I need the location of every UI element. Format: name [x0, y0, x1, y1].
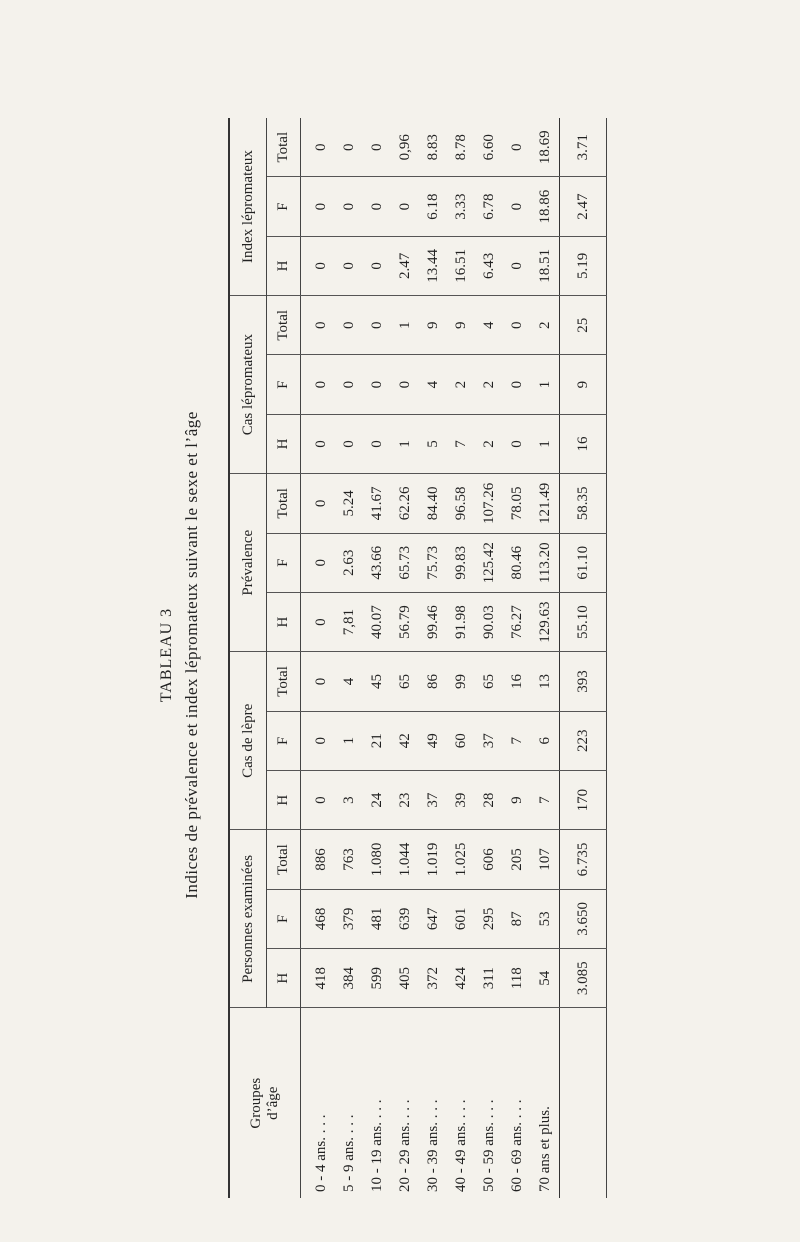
value-cell: 9	[419, 296, 447, 355]
value-cell: 4	[335, 652, 363, 711]
value-cell: 0	[335, 236, 363, 295]
value-cell: 65	[475, 652, 503, 711]
value-cell: 125.42	[475, 533, 503, 592]
value-cell: 1.080	[363, 830, 391, 889]
total-cell: 170	[560, 770, 607, 829]
value-cell: 18.86	[531, 177, 560, 236]
table-row	[301, 118, 336, 1198]
group-header-cas-lepromateux: Cas lépromateux	[229, 296, 267, 474]
value-cell: 0	[391, 355, 419, 414]
value-cell: 5	[419, 414, 447, 473]
value-cell: 24	[363, 770, 391, 829]
sub-header-total: Total	[267, 296, 301, 355]
value-cell: 1	[335, 711, 363, 770]
value-cell: 0	[363, 296, 391, 355]
value-cell: 0	[363, 236, 391, 295]
table-row	[363, 118, 391, 1198]
value-cell: 418	[301, 949, 336, 1008]
total-cell: 61.10	[560, 533, 607, 592]
table-subtitle: Indices de prévalence et index lépromateux suivant le sexe et l’âge	[182, 411, 201, 899]
sub-header-h: H	[267, 949, 301, 1008]
data-table	[228, 118, 607, 1198]
value-cell: 6.78	[475, 177, 503, 236]
value-cell: 40.07	[363, 592, 391, 651]
table-body	[301, 118, 607, 1198]
value-cell: 0	[301, 474, 336, 533]
sub-header-f: F	[267, 533, 301, 592]
value-cell: 424	[447, 949, 475, 1008]
value-cell: 1	[391, 414, 419, 473]
age-group-cell: 10 - 19 ans. . . .	[368, 1099, 385, 1192]
totals-row	[560, 118, 607, 1198]
value-cell: 65.73	[391, 533, 419, 592]
value-cell: 2	[531, 296, 560, 355]
value-cell: 18.51	[531, 236, 560, 295]
value-cell: 54	[531, 949, 560, 1008]
value-cell: 1	[391, 296, 419, 355]
value-cell: 379	[335, 889, 363, 948]
value-cell: 49	[419, 711, 447, 770]
table-row	[419, 118, 447, 1198]
value-cell: 23	[391, 770, 419, 829]
value-cell: 0	[301, 533, 336, 592]
value-cell: 7	[447, 414, 475, 473]
value-cell: 121.49	[531, 474, 560, 533]
total-cell: 58.35	[560, 474, 607, 533]
value-cell: 295	[475, 889, 503, 948]
table-row	[475, 118, 503, 1198]
value-cell: 6.43	[475, 236, 503, 295]
value-cell: 0	[503, 296, 531, 355]
age-group-cell: 40 - 49 ans. . . .	[452, 1099, 469, 1192]
age-group-cell: 70 ans et plus.	[536, 1106, 553, 1192]
totals-label-cell	[560, 1008, 607, 1198]
sub-header-f: F	[267, 889, 301, 948]
sub-header-f: F	[267, 711, 301, 770]
value-cell: 87	[503, 889, 531, 948]
value-cell: 481	[363, 889, 391, 948]
sub-header-h: H	[267, 592, 301, 651]
value-cell: 0	[301, 355, 336, 414]
sub-header-h: H	[267, 414, 301, 473]
value-cell: 53	[531, 889, 560, 948]
total-cell: 2.47	[560, 177, 607, 236]
value-cell: 4	[419, 355, 447, 414]
value-cell: 99.46	[419, 592, 447, 651]
value-cell: 0	[301, 592, 336, 651]
value-cell: 84.40	[419, 474, 447, 533]
table-row	[447, 118, 475, 1198]
value-cell: 21	[363, 711, 391, 770]
value-cell: 13.44	[419, 236, 447, 295]
value-cell: 0	[335, 296, 363, 355]
value-cell: 639	[391, 889, 419, 948]
value-cell: 76.27	[503, 592, 531, 651]
value-cell: 0,96	[391, 118, 419, 177]
value-cell: 0	[301, 118, 336, 177]
value-cell: 42	[391, 711, 419, 770]
value-cell: 2.63	[335, 533, 363, 592]
age-group-cell: 60 - 69 ans. . . .	[508, 1099, 525, 1192]
value-cell: 1.019	[419, 830, 447, 889]
value-cell: 65	[391, 652, 419, 711]
sub-header-total: Total	[267, 474, 301, 533]
value-cell: 9	[503, 770, 531, 829]
value-cell: 0	[503, 177, 531, 236]
value-cell: 99.83	[447, 533, 475, 592]
value-cell: 37	[475, 711, 503, 770]
value-cell: 1	[531, 355, 560, 414]
value-cell: 91.98	[447, 592, 475, 651]
value-cell: 8.83	[419, 118, 447, 177]
total-cell: 5.19	[560, 236, 607, 295]
value-cell: 107.26	[475, 474, 503, 533]
age-group-header-line1: Groupes	[248, 1077, 264, 1129]
value-cell: 118	[503, 949, 531, 1008]
table-row	[335, 118, 363, 1198]
value-cell: 2	[475, 414, 503, 473]
value-cell: 4	[475, 296, 503, 355]
value-cell: 6.18	[419, 177, 447, 236]
value-cell: 205	[503, 830, 531, 889]
value-cell: 0	[301, 652, 336, 711]
value-cell: 0	[503, 236, 531, 295]
total-cell: 6.735	[560, 830, 607, 889]
value-cell: 86	[419, 652, 447, 711]
value-cell: 75.73	[419, 533, 447, 592]
value-cell: 2.47	[391, 236, 419, 295]
value-cell: 0	[301, 177, 336, 236]
table-row	[503, 118, 531, 1198]
value-cell: 0	[391, 177, 419, 236]
value-cell: 16	[503, 652, 531, 711]
value-cell: 99	[447, 652, 475, 711]
value-cell: 0	[363, 177, 391, 236]
value-cell: 372	[419, 949, 447, 1008]
age-group-cell: 5 - 9 ans. . . .	[340, 1114, 357, 1192]
value-cell: 0	[335, 355, 363, 414]
value-cell: 1.044	[391, 830, 419, 889]
value-cell: 0	[363, 414, 391, 473]
age-group-cell: 30 - 39 ans. . . .	[424, 1099, 441, 1192]
value-cell: 9	[447, 296, 475, 355]
value-cell: 0	[503, 355, 531, 414]
sub-header-h: H	[267, 236, 301, 295]
value-cell: 7,81	[335, 592, 363, 651]
value-cell: 41.67	[363, 474, 391, 533]
value-cell: 45	[363, 652, 391, 711]
value-cell: 13	[531, 652, 560, 711]
value-cell: 6	[531, 711, 560, 770]
value-cell: 28	[475, 770, 503, 829]
value-cell: 0	[335, 414, 363, 473]
value-cell: 16.51	[447, 236, 475, 295]
total-cell: 3.085	[560, 949, 607, 1008]
total-cell: 25	[560, 296, 607, 355]
total-cell: 3.71	[560, 118, 607, 177]
sub-header-f: F	[267, 177, 301, 236]
value-cell: 468	[301, 889, 336, 948]
value-cell: 886	[301, 830, 336, 889]
value-cell: 0	[301, 236, 336, 295]
value-cell: 78.05	[503, 474, 531, 533]
value-cell: 39	[447, 770, 475, 829]
value-cell: 0	[503, 414, 531, 473]
total-cell: 9	[560, 355, 607, 414]
value-cell: 6.60	[475, 118, 503, 177]
total-cell: 3.650	[560, 889, 607, 948]
value-cell: 62.26	[391, 474, 419, 533]
value-cell: 129.63	[531, 592, 560, 651]
value-cell: 599	[363, 949, 391, 1008]
total-cell: 55.10	[560, 592, 607, 651]
value-cell: 60	[447, 711, 475, 770]
table-title: TABLEAU 3	[158, 607, 175, 703]
total-cell: 16	[560, 414, 607, 473]
value-cell: 0	[301, 711, 336, 770]
value-cell: 0	[363, 118, 391, 177]
value-cell: 7	[531, 770, 560, 829]
value-cell: 3.33	[447, 177, 475, 236]
value-cell: 0	[301, 296, 336, 355]
value-cell: 1	[531, 414, 560, 473]
value-cell: 2	[447, 355, 475, 414]
value-cell: 384	[335, 949, 363, 1008]
value-cell: 0	[301, 414, 336, 473]
group-header-cas-lepre: Cas de lèpre	[229, 652, 267, 830]
total-cell: 223	[560, 711, 607, 770]
value-cell: 107	[531, 830, 560, 889]
value-cell: 3	[335, 770, 363, 829]
value-cell: 601	[447, 889, 475, 948]
value-cell: 43.66	[363, 533, 391, 592]
table-row	[531, 118, 560, 1198]
value-cell: 18.69	[531, 118, 560, 177]
sub-header-total: Total	[267, 652, 301, 711]
group-header-personnes: Personnes examinées	[229, 830, 267, 1008]
value-cell: 7	[503, 711, 531, 770]
value-cell: 606	[475, 830, 503, 889]
age-group-header-line2: d’âge	[265, 1086, 281, 1120]
value-cell: 1.025	[447, 830, 475, 889]
value-cell: 0	[301, 770, 336, 829]
value-cell: 763	[335, 830, 363, 889]
value-cell: 56.79	[391, 592, 419, 651]
age-group-cell: 0 - 4 ans. . . .	[312, 1114, 329, 1192]
table-row	[391, 118, 419, 1198]
value-cell: 5.24	[335, 474, 363, 533]
sub-header-total: Total	[267, 118, 301, 177]
sub-header-f: F	[267, 355, 301, 414]
sub-header-h: H	[267, 770, 301, 829]
value-cell: 647	[419, 889, 447, 948]
sub-header-total: Total	[267, 830, 301, 889]
value-cell: 90.03	[475, 592, 503, 651]
value-cell: 0	[335, 118, 363, 177]
value-cell: 0	[335, 177, 363, 236]
value-cell: 80.46	[503, 533, 531, 592]
value-cell: 113.20	[531, 533, 560, 592]
value-cell: 311	[475, 949, 503, 1008]
total-cell: 393	[560, 652, 607, 711]
value-cell: 405	[391, 949, 419, 1008]
value-cell: 8.78	[447, 118, 475, 177]
group-header-index-lepromateux: Index lépromateux	[229, 118, 267, 296]
group-header-prevalence: Prévalence	[229, 474, 267, 652]
value-cell: 0	[503, 118, 531, 177]
value-cell: 96.58	[447, 474, 475, 533]
rotated-table-region	[140, 100, 660, 1210]
age-group-cell: 50 - 59 ans. . . .	[480, 1099, 497, 1192]
age-group-header	[229, 1008, 301, 1198]
value-cell: 2	[475, 355, 503, 414]
age-group-cell: 20 - 29 ans. . . .	[396, 1099, 413, 1192]
value-cell: 37	[419, 770, 447, 829]
value-cell: 0	[363, 355, 391, 414]
